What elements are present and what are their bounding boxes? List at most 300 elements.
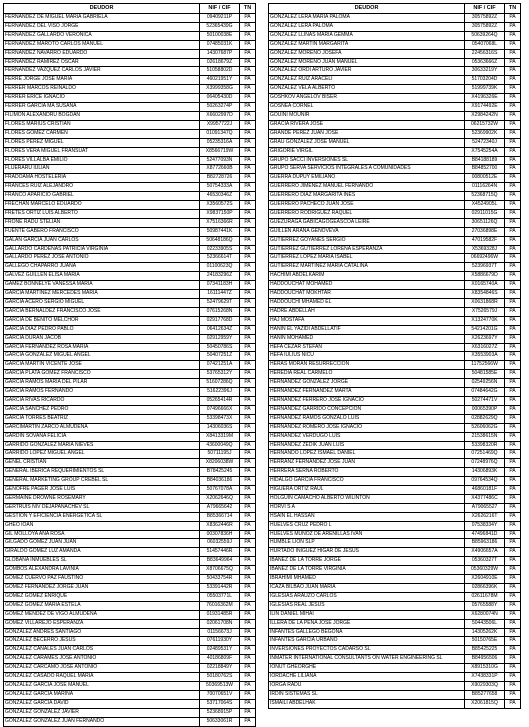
- table-row: [269, 343, 521, 352]
- table-row: [4, 503, 256, 512]
- tn-cell: PA: [240, 138, 256, 147]
- nif-cell: X8362446R: [200, 521, 240, 530]
- table-row: [4, 325, 256, 334]
- table-row: [269, 254, 521, 263]
- table-row: [269, 530, 521, 539]
- table-row: [269, 227, 521, 236]
- debtor-name-cell: GARRIDO GONZALEZ MARIA NIEVES: [4, 441, 200, 450]
- debtor-name-cell: GRUPO SERVA SERVICIOS INTEGRALES A COMUNIDADES: [269, 165, 465, 174]
- table-row: [269, 388, 521, 397]
- tn-cell: PA: [505, 548, 521, 557]
- table-row: [269, 316, 521, 325]
- tn-cell: PA: [240, 236, 256, 245]
- table-row: [269, 94, 521, 103]
- debtor-name-cell: FLUERARU IULIAN: [4, 165, 200, 174]
- table-row: [269, 218, 521, 227]
- nif-cell: 05503771L: [200, 592, 240, 601]
- nif-cell: A79065527: [465, 503, 505, 512]
- tn-cell: PA: [240, 370, 256, 379]
- tn-cell: PA: [240, 655, 256, 664]
- tn-cell: PA: [505, 227, 521, 236]
- tn-cell: PA: [505, 94, 521, 103]
- tn-cell: PA: [240, 67, 256, 76]
- table-row: [4, 619, 256, 628]
- table-row: [4, 111, 256, 120]
- table-row: [4, 690, 256, 699]
- tn-cell: PA: [240, 575, 256, 584]
- debtor-name-cell: HADDOUCHI MHAMED EL: [269, 299, 465, 308]
- table-row: [4, 76, 256, 85]
- table-row: [4, 486, 256, 495]
- tn-cell: PA: [505, 76, 521, 85]
- debtor-name-cell: GARCIMARTIN ZARCO ALMUDENA: [4, 423, 200, 432]
- tn-cell: PA: [240, 708, 256, 717]
- debtor-name-cell: FERRER GARCIA MA SUSANA: [4, 103, 200, 112]
- tn-cell: PA: [240, 566, 256, 575]
- tn-cell: PA: [505, 174, 521, 183]
- nif-cell: 70070651V: [200, 690, 240, 699]
- header-nif: NIF / CIF: [200, 4, 240, 14]
- debtor-name-cell: HACHIMI ABDELKARIM: [269, 272, 465, 281]
- nif-cell: B85963186: [465, 539, 505, 548]
- debtor-name-cell: GONZALEZ GARCIA JOSE MANUEL: [4, 681, 200, 690]
- tn-cell: PA: [240, 325, 256, 334]
- table-row: [269, 628, 521, 637]
- table-row: [4, 637, 256, 646]
- debtor-name-cell: GONZALEZ LLINAS MARIA GEMMA: [269, 31, 465, 40]
- table-row: [4, 592, 256, 601]
- debtor-name-cell: HOLGUIN CAMACHO ALBERTO WILINTON: [269, 494, 465, 503]
- tn-cell: PA: [505, 557, 521, 566]
- tn-cell: PA: [505, 209, 521, 218]
- debtor-name-cell: GRIGORIE VIRGIL: [269, 147, 465, 156]
- debtor-name-cell: IRDIN SISTEMAS SL: [269, 690, 465, 699]
- table-header-row: [4, 4, 256, 14]
- table-row: [4, 388, 256, 397]
- debtor-name-cell: HERNANDEZ FERRERO JOSE IGNACIO: [269, 396, 465, 405]
- nif-cell: 53398320R: [465, 441, 505, 450]
- tn-cell: PA: [505, 432, 521, 441]
- nif-cell: X5886679D: [465, 272, 505, 281]
- debtor-table-left: [3, 3, 256, 727]
- tn-cell: PA: [240, 486, 256, 495]
- tn-cell: PA: [240, 459, 256, 468]
- debtor-name-cell: GENOFRE PAGER JOSE LUIS: [4, 486, 200, 495]
- nif-cell: X2061815Q: [465, 699, 505, 708]
- table-row: [4, 370, 256, 379]
- nif-cell: 52365439G: [200, 22, 240, 31]
- nif-cell: 02549256N: [465, 379, 505, 388]
- table-row: [269, 263, 521, 272]
- debtor-name-cell: FLORES MARIUS CRISTIAN: [4, 120, 200, 129]
- debtor-name-cell: IGLESIAS REAL JESUS: [269, 601, 465, 610]
- nif-cell: 50633061R: [200, 717, 240, 726]
- nif-cell: 52368915P: [200, 708, 240, 717]
- header-tn: TN: [240, 4, 256, 14]
- table-row: [269, 405, 521, 414]
- nif-cell: 06215732W: [465, 120, 505, 129]
- debtor-name-cell: FERNANDEZ RAMIREZ OSCAR: [4, 58, 200, 67]
- table-row: [269, 183, 521, 192]
- table-row: [4, 396, 256, 405]
- tn-cell: PA: [505, 450, 521, 459]
- debtor-name-cell: GARCIA MARTIN VICENTE JOSE: [4, 361, 200, 370]
- header-tn: TN: [505, 4, 521, 14]
- tn-cell: PA: [240, 610, 256, 619]
- tn-cell: PA: [240, 299, 256, 308]
- debtor-name-cell: FERNANDEZ VAZQUEZ CARLOS JAVIER: [4, 67, 200, 76]
- debtor-name-cell: FUENTE GABERO FRANCISCO: [4, 227, 200, 236]
- debtor-name-cell: INMATER INTERNATIONAL CONSULTANTS ON WATER ENGINEERING SL: [269, 655, 465, 664]
- nif-cell: 46021951Y: [200, 76, 240, 85]
- tn-cell: PA: [505, 290, 521, 299]
- left-table-body: [4, 14, 256, 727]
- debtor-name-cell: HANIN MOHAMED: [269, 334, 465, 343]
- nif-cell: 07496666X: [200, 405, 240, 414]
- table-row: [269, 272, 521, 281]
- tn-cell: PA: [505, 646, 521, 655]
- tn-cell: PA: [505, 120, 521, 129]
- tn-cell: PA: [240, 592, 256, 601]
- table-row: [269, 414, 521, 423]
- nif-cell: 50369513W: [200, 681, 240, 690]
- debtor-name-cell: HERRANZ FERNANDEZ JOSE JUAN: [269, 459, 465, 468]
- table-row: [4, 31, 256, 40]
- table-row: [269, 690, 521, 699]
- right-table-body: [269, 14, 521, 709]
- tn-cell: PA: [240, 530, 256, 539]
- tn-cell: PA: [505, 111, 521, 120]
- table-row: [269, 352, 521, 361]
- debtor-name-cell: HEFA CEZAR STEFAN: [269, 343, 465, 352]
- table-row: [269, 31, 521, 40]
- nif-cell: X5369328J: [465, 245, 505, 254]
- debtor-name-cell: HUELVES CRUZ PEDRO L: [269, 521, 465, 530]
- nif-cell: 07615268N: [200, 307, 240, 316]
- nif-cell: 07484642G: [465, 388, 505, 397]
- debtor-name-cell: FERNANDEZ GALLARDO VERONICA: [4, 31, 200, 40]
- debtor-name-cell: GARCIA RIVAS RICARDO: [4, 396, 200, 405]
- left-table-column: [3, 3, 256, 727]
- nif-cell: 50754333A: [200, 183, 240, 192]
- debtor-name-cell: GARCIA RAMOS MARIA DEL PILAR: [4, 379, 200, 388]
- nif-cell: X7438331P: [465, 673, 505, 682]
- table-row: [269, 681, 521, 690]
- tn-cell: PA: [240, 22, 256, 31]
- tn-cell: PA: [505, 138, 521, 147]
- nif-cell: X3553903A: [465, 352, 505, 361]
- nif-cell: 50433754R: [200, 575, 240, 584]
- tn-cell: PA: [505, 67, 521, 76]
- tn-cell: PA: [240, 539, 256, 548]
- debtor-name-cell: GOMEZ GOMEZ MARIA ESTELA: [4, 601, 200, 610]
- table-row: [4, 174, 256, 183]
- tn-cell: PA: [505, 486, 521, 495]
- table-row: [269, 494, 521, 503]
- debtor-name-cell: GARCIA RAMOS FERNANDO: [4, 388, 200, 397]
- nif-cell: 50180762S: [200, 673, 240, 682]
- table-row: [4, 67, 256, 76]
- tn-cell: PA: [240, 290, 256, 299]
- debtor-name-cell: HSAIN EL HASSAN: [269, 512, 465, 521]
- tn-cell: PA: [240, 165, 256, 174]
- debtor-name-cell: GLOBANA INMUEBLES SL: [4, 557, 200, 566]
- nif-cell: 05765588Y: [465, 601, 505, 610]
- nif-cell: 06412634Z: [200, 325, 240, 334]
- table-row: [4, 530, 256, 539]
- nif-cell: B84036186: [200, 477, 240, 486]
- table-row: [269, 58, 521, 67]
- debtor-name-cell: FLORES VILLALBA EMILIO: [4, 156, 200, 165]
- debtor-name-cell: INFANTES GARCIA URBANO: [269, 637, 465, 646]
- debtor-name-cell: GONZALEZ CARAMES JOSE ANTONIO: [4, 655, 200, 664]
- nif-cell: 30651126Q: [465, 218, 505, 227]
- debtor-name-cell: HIDALGO GARCIA FRANCISCO: [269, 477, 465, 486]
- table-row: [4, 717, 256, 726]
- table-row: [269, 370, 521, 379]
- debtor-name-cell: GOSHKOV ANGELOV BISER: [269, 94, 465, 103]
- debtor-name-cell: GARCIA BERNALDEZ FRANCISCO JOSE: [4, 307, 200, 316]
- tn-cell: PA: [505, 601, 521, 610]
- table-row: [4, 272, 256, 281]
- nif-cell: 11752566W: [465, 361, 505, 370]
- nif-cell: 46860181F: [465, 486, 505, 495]
- debtor-name-cell: GARRIDO LOPEZ MIGUEL ANGEL: [4, 450, 200, 459]
- debtor-name-cell: GHEO IOAN: [4, 521, 200, 530]
- tn-cell: PA: [240, 316, 256, 325]
- debtor-name-cell: IGLESIAS ARAUZO CARLOS: [269, 592, 465, 601]
- nif-cell: 05360327T: [465, 557, 505, 566]
- nif-cell: X7516366R: [200, 218, 240, 227]
- tn-cell: PA: [240, 343, 256, 352]
- table-row: [4, 494, 256, 503]
- nif-cell: 14306036S: [200, 423, 240, 432]
- nif-cell: 54214201G: [465, 325, 505, 334]
- table-row: [4, 94, 256, 103]
- debtor-name-cell: IBRAHIMI MHAMED: [269, 575, 465, 584]
- table-row: [4, 646, 256, 655]
- nif-cell: 07611930Y: [200, 637, 240, 646]
- table-row: [4, 548, 256, 557]
- debtor-name-cell: FLORES GOMEZ CARMEN: [4, 129, 200, 138]
- table-row: [269, 637, 521, 646]
- table-row: [4, 192, 256, 201]
- debtor-name-cell: GOMEZ GOMEZ ENRIQUE: [4, 592, 200, 601]
- nif-cell: 50767078A: [200, 486, 240, 495]
- tn-cell: PA: [240, 494, 256, 503]
- debtor-name-cell: GALLEGO CHAPARRO JUANA: [4, 263, 200, 272]
- debtor-name-cell: IONUT GHEORGHE: [269, 664, 465, 673]
- nif-cell: 07248976Q: [465, 459, 505, 468]
- tn-cell: PA: [505, 664, 521, 673]
- tn-cell: PA: [240, 111, 256, 120]
- debtor-name-cell: HERNANDO LOPEZ ISMAEL DANIEL: [269, 450, 465, 459]
- nif-cell: X8772660B: [200, 165, 240, 174]
- tn-cell: PA: [240, 441, 256, 450]
- nif-cell: 52479629T: [200, 299, 240, 308]
- debtor-name-cell: FERNANDEZ NAVARRO EDUARDO: [4, 49, 200, 58]
- debtor-name-cell: FLORES VERA MIGUEL FRANSUAT: [4, 147, 200, 156]
- nif-cell: 22456316S: [465, 49, 505, 58]
- table-row: [269, 307, 521, 316]
- debtor-name-cell: GRACIA RIVERA JOSE: [269, 120, 465, 129]
- tn-cell: PA: [505, 183, 521, 192]
- debtor-name-cell: GONZALEZ BECERRO JESUS: [4, 637, 200, 646]
- tn-cell: PA: [505, 619, 521, 628]
- tn-cell: PA: [505, 441, 521, 450]
- table-row: [4, 459, 256, 468]
- tn-cell: PA: [505, 592, 521, 601]
- tn-cell: PA: [240, 673, 256, 682]
- table-row: [269, 566, 521, 575]
- table-row: [269, 432, 521, 441]
- debtor-name-cell: ISMAILI ABDELHAK: [269, 699, 465, 708]
- nif-cell: 02911015G: [465, 209, 505, 218]
- tn-cell: PA: [505, 281, 521, 290]
- table-row: [4, 290, 256, 299]
- debtor-name-cell: GOMEZ MENDEZ DE VIGO ALMUDENA: [4, 610, 200, 619]
- tn-cell: PA: [505, 628, 521, 637]
- nif-cell: 21538615N: [465, 432, 505, 441]
- nif-cell: B78425245: [200, 468, 240, 477]
- debtor-name-cell: GOMEZ VILLAREJO ESPERANZA: [4, 619, 200, 628]
- table-row: [4, 299, 256, 308]
- nif-cell: X9837150P: [200, 209, 240, 218]
- table-row: [269, 450, 521, 459]
- debtor-name-cell: HEFA IULIUS NICU: [269, 352, 465, 361]
- debtor-name-cell: GUERRERO PACHECO JUAN JOSE: [269, 201, 465, 210]
- table-row: [4, 165, 256, 174]
- table-row: [4, 352, 256, 361]
- debtor-name-cell: GONZALEZ MARTIN MARGARITA: [269, 40, 465, 49]
- tn-cell: PA: [240, 503, 256, 512]
- table-row: [4, 218, 256, 227]
- table-row: [4, 227, 256, 236]
- debtor-name-cell: GARCIA DIAZ PEDRO PABLO: [4, 325, 200, 334]
- table-row: [269, 423, 521, 432]
- debtor-name-cell: HADDOUCHAT MOHAMED: [269, 281, 465, 290]
- table-row: [4, 628, 256, 637]
- tn-cell: PA: [505, 539, 521, 548]
- tn-cell: PA: [240, 405, 256, 414]
- tn-cell: PA: [240, 147, 256, 156]
- nif-cell: 06405430D: [200, 94, 240, 103]
- nif-cell: 27036898E: [465, 227, 505, 236]
- nif-cell: 24183296Z: [200, 272, 240, 281]
- table-row: [4, 361, 256, 370]
- debtor-name-cell: GUTIERREZ MARTINEZ MARIA CATALINA: [269, 263, 465, 272]
- table-row: [269, 174, 521, 183]
- nif-cell: X7545254A: [465, 147, 505, 156]
- tn-cell: PA: [505, 103, 521, 112]
- nif-cell: 43600049Q: [200, 441, 240, 450]
- tn-cell: PA: [240, 174, 256, 183]
- tn-cell: PA: [505, 352, 521, 361]
- tn-cell: PA: [240, 450, 256, 459]
- tn-cell: PA: [240, 272, 256, 281]
- table-row: [269, 557, 521, 566]
- table-row: [4, 699, 256, 708]
- tn-cell: PA: [505, 575, 521, 584]
- tn-cell: PA: [505, 414, 521, 423]
- table-row: [269, 601, 521, 610]
- tn-cell: PA: [240, 601, 256, 610]
- table-row: [4, 281, 256, 290]
- header-nif: NIF / CIF: [465, 4, 505, 14]
- debtor-name-cell: HERNANDEZ GONZALEZ JORGE: [269, 379, 465, 388]
- table-row: [4, 477, 256, 486]
- table-row: [4, 521, 256, 530]
- tn-cell: PA: [240, 664, 256, 673]
- nif-cell: 07251469Q: [465, 450, 505, 459]
- table-row: [4, 610, 256, 619]
- nif-cell: 02912959Y: [200, 334, 240, 343]
- tn-cell: PA: [505, 22, 521, 31]
- tn-cell: PA: [240, 699, 256, 708]
- tn-cell: PA: [240, 76, 256, 85]
- debtor-name-cell: GONZALEZ CANALES JUAN CARLOS: [4, 646, 200, 655]
- table-row: [269, 699, 521, 708]
- nif-cell: 01931485R: [200, 610, 240, 619]
- table-row: [4, 209, 256, 218]
- tn-cell: PA: [240, 548, 256, 557]
- nif-cell: X6316027Z: [465, 343, 505, 352]
- tn-cell: PA: [240, 263, 256, 272]
- nif-cell: 50274471V: [465, 396, 505, 405]
- debtor-name-cell: GONZALEZ LERA PALOMA: [269, 22, 465, 31]
- tn-cell: PA: [505, 316, 521, 325]
- debtor-name-cell: GUTIERREZ LOPEZ MARIA ISABEL: [269, 254, 465, 263]
- nif-cell: 02866396K: [465, 584, 505, 593]
- tn-cell: PA: [505, 218, 521, 227]
- header-deudor: DEUDOR: [269, 4, 465, 14]
- table-row: [4, 334, 256, 343]
- debtor-name-cell: FRONE RADU STELIAN: [4, 218, 200, 227]
- nif-cell: 02218849Y: [200, 664, 240, 673]
- nif-cell: X9174492E: [465, 103, 505, 112]
- nif-cell: 07421251A: [200, 361, 240, 370]
- table-row: [4, 103, 256, 112]
- nif-cell: 02917768D: [200, 316, 240, 325]
- table-row: [269, 165, 521, 174]
- tn-cell: PA: [505, 637, 521, 646]
- table-row: [4, 432, 256, 441]
- nif-cell: B84188189: [465, 156, 505, 165]
- nif-cell: 30575892Z: [465, 22, 505, 31]
- debtor-name-cell: GONZALEZ RUIZ ARACELI: [269, 76, 465, 85]
- table-row: [269, 396, 521, 405]
- nif-cell: X2623697Y: [465, 334, 505, 343]
- tn-cell: PA: [505, 459, 521, 468]
- debtor-name-cell: GOMBOS ALEXANDRA LAVINIA: [4, 566, 200, 575]
- table-row: [269, 281, 521, 290]
- nif-cell: X9029303Q: [465, 681, 505, 690]
- table-row: [269, 85, 521, 94]
- table-row: [269, 512, 521, 521]
- table-row: [269, 49, 521, 58]
- nif-cell: 16111447Z: [200, 290, 240, 299]
- table-row: [269, 459, 521, 468]
- debtor-name-cell: FERNANDEZ DE MIGUEL MARIA GABRIELA: [4, 14, 200, 23]
- debtor-name-cell: GENERAL IBERICA REQUERIMIENTOS SL: [4, 468, 200, 477]
- nif-cell: 50450786S: [200, 343, 240, 352]
- nif-cell: 06032559J: [200, 539, 240, 548]
- table-row: [4, 655, 256, 664]
- table-row: [269, 548, 521, 557]
- nif-cell: 50639264Q: [465, 31, 505, 40]
- tn-cell: PA: [240, 245, 256, 254]
- tn-cell: PA: [505, 655, 521, 664]
